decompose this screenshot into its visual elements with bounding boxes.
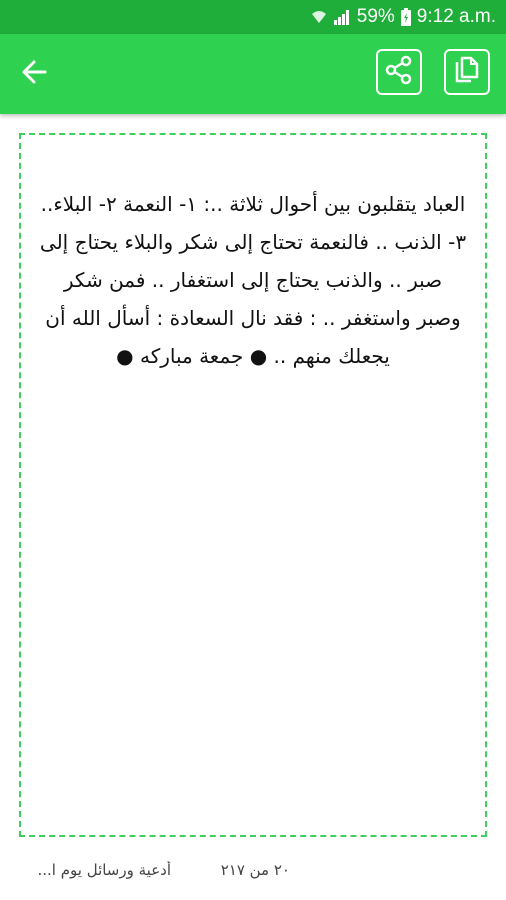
copy-icon <box>452 55 482 89</box>
copy-button[interactable] <box>444 49 490 95</box>
share-button[interactable] <box>376 49 422 95</box>
arrow-left-icon <box>21 59 47 89</box>
signal-icon <box>333 9 351 25</box>
message-counter: ٢٠ من ٢١٧ <box>220 861 290 879</box>
category-title: أدعية ورسائل يوم ا... <box>37 861 171 879</box>
clock: 9:12 a.m. <box>416 6 496 27</box>
message-card <box>19 133 487 837</box>
battery-percent: 59% <box>356 6 395 27</box>
wifi-icon <box>311 9 327 25</box>
battery-icon <box>401 8 411 26</box>
share-icon <box>384 55 414 89</box>
footer <box>0 845 506 900</box>
app-bar <box>0 34 506 114</box>
message-text[interactable]: العباد يتقلبون بين أحوال ثلاثة ..: ١- النعمة ٢- البلاء.. ٣- الذنب .. فالنعمة تحتاج إلى شكر والبلاء يحتاج إلى صبر .. والذنب يحتاج إلى استغفار .. فمن شكر وصبر واستغفر .. : فقد نال السعادة : أسأل الله أن يجعلك منهم .. ● جمعة مباركه ● <box>33 192 467 368</box>
status-bar <box>0 0 506 34</box>
back-button[interactable] <box>14 54 54 94</box>
